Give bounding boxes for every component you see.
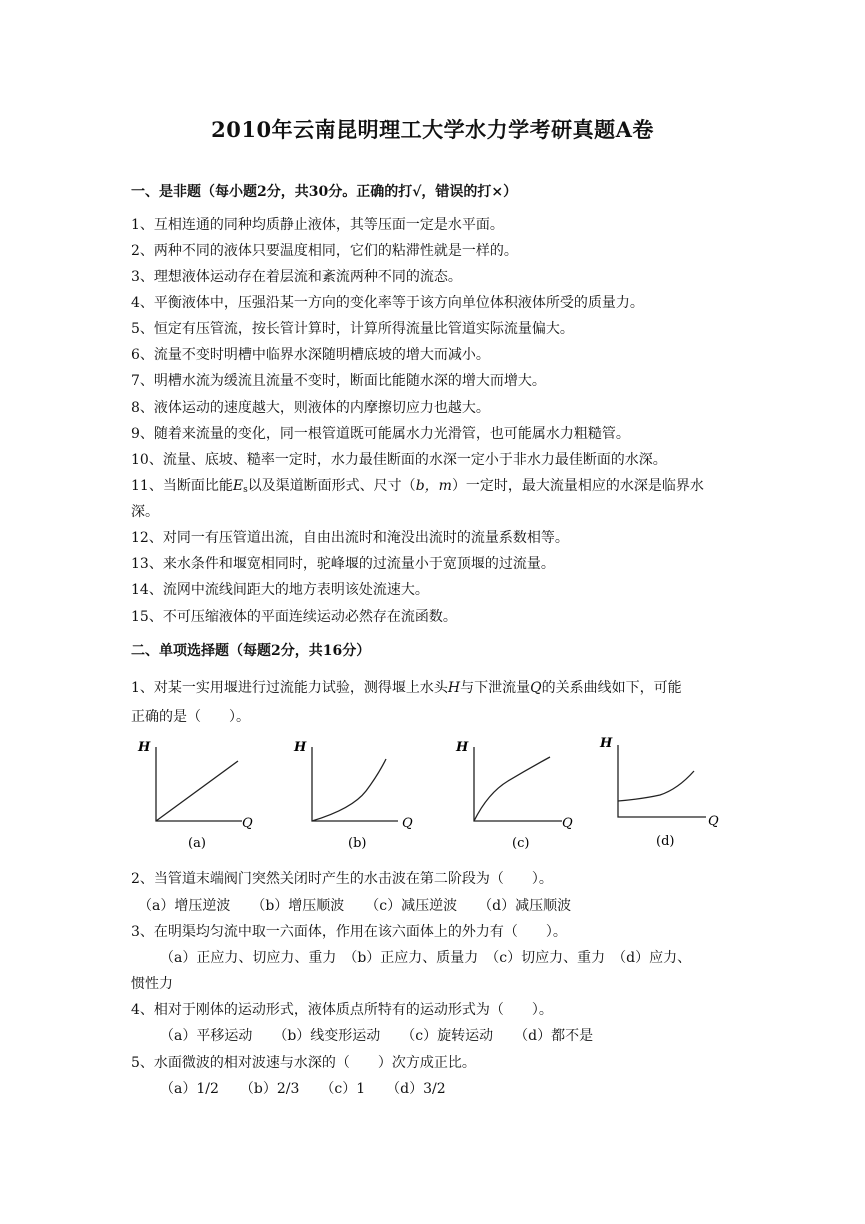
graph-b-curve bbox=[312, 759, 386, 821]
graph-b-axes bbox=[312, 747, 398, 821]
mc-question-5: 5、水面微波的相对波速与水深的（ ）次方成正比。 bbox=[131, 1055, 476, 1071]
mc1-symbol-h: H bbox=[447, 680, 461, 696]
question-10: 10、流量、底坡、糙率一定时，水力最佳断面的水深一定小于非水力最佳断面的水深。 bbox=[131, 452, 667, 468]
graph-a-axes bbox=[156, 747, 242, 821]
q11-text-c: ）一定时，最大流量相应的水深是临界水 bbox=[451, 478, 704, 494]
graph-b bbox=[292, 737, 442, 855]
q11-text-a: 11、当断面比能 bbox=[131, 478, 233, 494]
section2-heading: 二、单项选择题（每题2分，共16分） bbox=[131, 643, 371, 659]
mc-question-4-options: （a）平移运动 （b）线变形运动 （c）旋转运动 （d）都不是 bbox=[160, 1028, 594, 1044]
graph-c-curve bbox=[474, 757, 550, 821]
graph-d-ylabel: H bbox=[600, 736, 613, 751]
mc-question-2-options: （a）增压逆波 （b）增压顺波 （c）减压逆波 （d）减压顺波 bbox=[138, 898, 572, 914]
question-11 bbox=[131, 475, 704, 495]
graph-c bbox=[454, 737, 604, 855]
question-7: 7、明槽水流为缓流且流量不变时，断面比能随水深的增大而增大。 bbox=[131, 373, 546, 389]
question-3: 3、理想液体运动存在着层流和紊流两种不同的流态。 bbox=[131, 269, 462, 285]
graph-a-ylabel: H bbox=[138, 740, 151, 755]
question-8: 8、液体运动的速度越大，则液体的内摩擦切应力也越大。 bbox=[131, 400, 490, 416]
page-title: 2010年云南昆明理工大学水力学考研真题A卷 bbox=[211, 117, 654, 142]
graph-a-xlabel: Q bbox=[242, 816, 253, 831]
question-2: 2、两种不同的液体只要温度相同，它们的粘滞性就是一样的。 bbox=[131, 243, 518, 259]
mc1-symbol-q: Q bbox=[530, 680, 542, 696]
question-4: 4、平衡液体中，压强沿某一方向的变化率等于该方向单位体积液体所受的质量力。 bbox=[131, 295, 644, 311]
mc-question-2: 2、当管道末端阀门突然关闭时产生的水击波在第二阶段为（ ）。 bbox=[131, 871, 553, 887]
graph-d-xlabel: Q bbox=[708, 814, 719, 829]
graph-d-label: (d) bbox=[656, 834, 675, 849]
graph-a bbox=[136, 737, 286, 855]
graph-d-curve bbox=[618, 771, 694, 801]
mc-question-3-options: （a）正应力、切应力、重力 （b）正应力、质量力 （c）切应力、重力 （d）应力、 bbox=[160, 950, 692, 966]
q11-symbol-e: E bbox=[232, 478, 244, 494]
graph-b-xlabel: Q bbox=[402, 816, 413, 831]
question-11-cont: 深。 bbox=[131, 504, 159, 520]
graph-c-ylabel: H bbox=[456, 740, 469, 755]
question-1: 1、互相连通的同种均质静止液体，其等压面一定是水平面。 bbox=[131, 217, 504, 233]
graph-c-label: (c) bbox=[512, 836, 530, 851]
q11-text-b: 以及渠道断面形式、尺寸（ bbox=[247, 478, 416, 494]
graph-a-label: (a) bbox=[188, 836, 206, 851]
question-15: 15、不可压缩液体的平面连续运动必然存在流函数。 bbox=[131, 609, 457, 625]
question-12: 12、对同一有压管道出流，自由出流时和淹没出流时的流量系数相等。 bbox=[131, 530, 569, 546]
q11-symbol-bm: b，m bbox=[415, 478, 452, 494]
mc1-text-a: 1、对某一实用堰进行过流能力试验，测得堰上水头 bbox=[131, 680, 448, 696]
mc1-text-c: 的关系曲线如下，可能 bbox=[541, 680, 682, 696]
graph-a-curve bbox=[156, 761, 238, 821]
mc-question-5-options: （a）1/2 （b）2/3 （c）1 （d）3/2 bbox=[160, 1081, 446, 1097]
question-5: 5、恒定有压管流，按长管计算时，计算所得流量比管道实际流量偏大。 bbox=[131, 321, 574, 337]
mc-question-3-options-cont: 惯性力 bbox=[131, 976, 173, 992]
question-14: 14、流网中流线间距大的地方表明该处流速大。 bbox=[131, 582, 429, 598]
question-13: 13、来水条件和堰宽相同时，驼峰堰的过流量小于宽顶堰的过流量。 bbox=[131, 556, 555, 572]
mc-question-1 bbox=[131, 677, 682, 697]
question-6: 6、流量不变时明槽中临界水深随明槽底坡的增大而减小。 bbox=[131, 347, 490, 363]
mc-question-1-cont: 正确的是（ ）。 bbox=[131, 709, 250, 725]
mc-question-3: 3、在明渠均匀流中取一六面体，作用在该六面体上的外力有（ ）。 bbox=[131, 924, 567, 940]
q11-subscript-s: s bbox=[243, 485, 248, 495]
graph-b-ylabel: H bbox=[294, 740, 307, 755]
mc1-text-b: 与下泄流量 bbox=[460, 680, 531, 696]
graph-c-xlabel: Q bbox=[562, 816, 573, 831]
section1-heading: 一、是非题（每小题2分，共30分。正确的打√，错误的打×） bbox=[131, 184, 518, 200]
graph-d-axes bbox=[618, 745, 706, 817]
graph-b-label: (b) bbox=[348, 836, 367, 851]
question-9: 9、随着来流量的变化，同一根管道既可能属水力光滑管，也可能属水力粗糙管。 bbox=[131, 426, 630, 442]
graph-d bbox=[598, 733, 748, 851]
mc-question-4: 4、相对于刚体的运动形式，液体质点所特有的运动形式为（ ）。 bbox=[131, 1002, 553, 1018]
